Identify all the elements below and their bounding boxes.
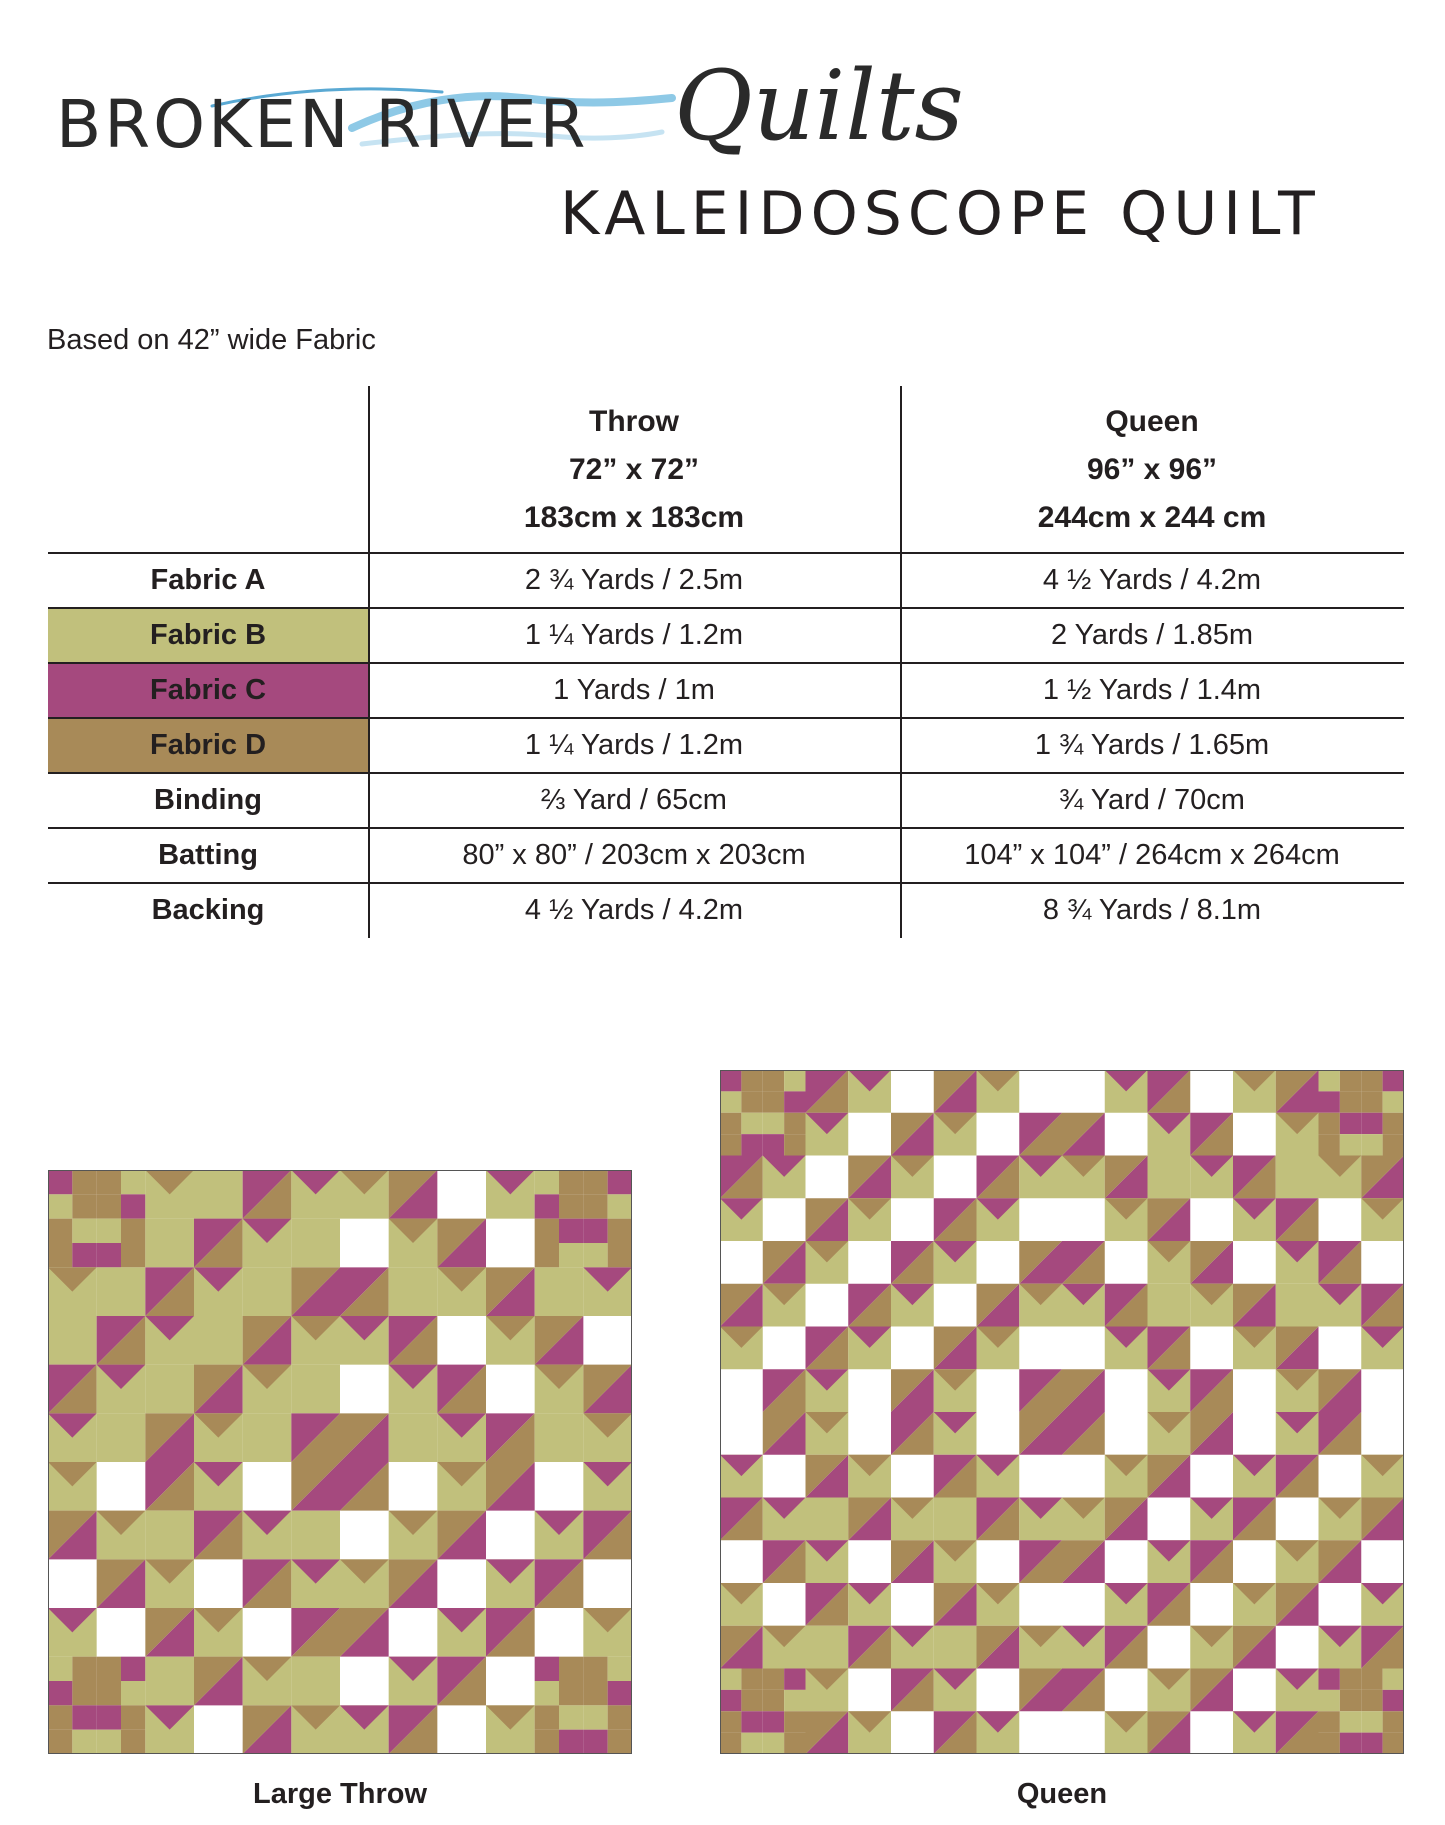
four-patch-cell (1340, 1134, 1361, 1155)
row-label: Fabric C (48, 663, 368, 718)
four-patch-cell (559, 1657, 583, 1681)
fabric-requirements-table (48, 386, 1404, 938)
four-patch-cell (1319, 1733, 1340, 1754)
four-patch-cell (48, 1243, 72, 1267)
column-size-cm: 183cm x 183cm (523, 501, 745, 534)
four-patch-cell (97, 1705, 121, 1729)
four-patch-cell (1319, 1711, 1340, 1732)
solid-square (291, 1511, 340, 1560)
four-patch-cell (121, 1170, 145, 1194)
four-patch-cell (720, 1733, 741, 1754)
queen-value: ¾ Yard / 70cm (1059, 784, 1245, 816)
table-row (48, 608, 1404, 663)
four-patch-cell (583, 1243, 607, 1267)
four-patch-cell (1340, 1711, 1361, 1732)
pattern-title: KALEIDOSCOPE QUILT (560, 179, 1321, 249)
solid-square (1148, 1156, 1191, 1199)
four-patch-cell (784, 1711, 805, 1732)
four-patch-cell (121, 1681, 145, 1705)
solid-square (389, 1413, 438, 1462)
four-patch-cell (608, 1194, 632, 1218)
four-patch-cell (741, 1669, 762, 1690)
throw-value: 2 ¾ Yards / 2.5m (524, 564, 744, 596)
four-patch-cell (72, 1705, 96, 1729)
queen-value: 2 Yards / 1.85m (1050, 619, 1254, 651)
solid-square (97, 1413, 146, 1462)
four-patch-cell (1340, 1091, 1361, 1112)
four-patch-cell (1340, 1733, 1361, 1754)
four-patch-cell (559, 1243, 583, 1267)
solid-square (806, 1626, 849, 1669)
four-patch-cell (559, 1681, 583, 1705)
column-header-throw (368, 386, 900, 553)
queen-value: 1 ¾ Yards / 1.65m (1034, 729, 1270, 761)
four-patch-cell (784, 1134, 805, 1155)
four-patch-cell (784, 1690, 805, 1711)
throw-value: 1 ¼ Yards / 1.2m (524, 729, 744, 761)
four-patch-cell (535, 1730, 559, 1754)
four-patch-cell (72, 1219, 96, 1243)
four-patch-cell (535, 1219, 559, 1243)
solid-square (1148, 1284, 1191, 1327)
four-patch-cell (72, 1657, 96, 1681)
table-row (48, 663, 1404, 718)
solid-square (291, 1365, 340, 1414)
queen-quilt-diagram (720, 1070, 1404, 1754)
four-patch-cell (784, 1113, 805, 1134)
four-patch-cell (1319, 1134, 1340, 1155)
four-patch-cell (97, 1681, 121, 1705)
four-patch-cell (97, 1657, 121, 1681)
four-patch-cell (1383, 1669, 1404, 1690)
row-label: Fabric B (48, 608, 368, 663)
four-patch-cell (48, 1194, 72, 1218)
four-patch-cell (72, 1730, 96, 1754)
solid-square (48, 1316, 97, 1365)
four-patch-cell (763, 1669, 784, 1690)
four-patch-cell (763, 1733, 784, 1754)
four-patch-cell (48, 1705, 72, 1729)
logo-brand-text: BROKEN RIVER (56, 86, 589, 163)
four-patch-cell (720, 1091, 741, 1112)
quilt-blocks (48, 1170, 632, 1754)
four-patch-cell (72, 1681, 96, 1705)
throw-quilt-caption: Large Throw (252, 1778, 427, 1810)
table-row (48, 718, 1404, 773)
four-patch-cell (608, 1730, 632, 1754)
four-patch-cell (48, 1657, 72, 1681)
four-patch-cell (1319, 1669, 1340, 1690)
solid-square (194, 1316, 243, 1365)
four-patch-cell (608, 1681, 632, 1705)
four-patch-cell (741, 1711, 762, 1732)
table-row (48, 883, 1404, 938)
row-label: Fabric D (48, 718, 368, 773)
four-patch-cell (97, 1219, 121, 1243)
four-patch-cell (1340, 1113, 1361, 1134)
four-patch-cell (608, 1170, 632, 1194)
four-patch-cell (763, 1690, 784, 1711)
throw-value: ⅔ Yard / 65cm (541, 784, 727, 816)
fabric-width-note: Based on 42” wide Fabric (47, 324, 376, 356)
solid-square (145, 1657, 194, 1706)
four-patch-cell (741, 1091, 762, 1112)
four-patch-cell (1383, 1091, 1404, 1112)
four-patch-cell (583, 1657, 607, 1681)
four-patch-cell (1361, 1733, 1382, 1754)
four-patch-cell (720, 1134, 741, 1155)
four-patch-cell (1319, 1690, 1340, 1711)
row-divider (48, 662, 1404, 664)
solid-square (145, 1511, 194, 1560)
four-patch-cell (763, 1711, 784, 1732)
four-patch-cell (720, 1113, 741, 1134)
solid-square (291, 1657, 340, 1706)
four-patch-cell (608, 1219, 632, 1243)
throw-value: 4 ½ Yards / 4.2m (524, 894, 744, 926)
throw-value: 80” x 80” / 203cm x 203cm (462, 839, 806, 871)
four-patch-cell (48, 1681, 72, 1705)
four-patch-cell (784, 1733, 805, 1754)
four-patch-cell (559, 1170, 583, 1194)
column-name: Queen (1105, 405, 1199, 438)
solid-square (243, 1267, 292, 1316)
four-patch-cell (720, 1669, 741, 1690)
queen-quilt-caption: Queen (1016, 1778, 1108, 1810)
row-label: Fabric A (150, 564, 266, 596)
row-divider (48, 607, 1404, 609)
four-patch-cell (583, 1730, 607, 1754)
solid-square (1276, 1284, 1319, 1327)
queen-value: 8 ¾ Yards / 8.1m (1042, 894, 1262, 926)
row-divider (48, 882, 1404, 884)
four-patch-cell (608, 1705, 632, 1729)
four-patch-cell (1383, 1733, 1404, 1754)
four-patch-cell (583, 1681, 607, 1705)
table-row (48, 773, 1404, 828)
four-patch-cell (1361, 1070, 1382, 1091)
four-patch-cell (608, 1657, 632, 1681)
solid-square (535, 1413, 584, 1462)
row-label: Batting (158, 839, 258, 871)
solid-square (97, 1267, 146, 1316)
solid-square (934, 1626, 977, 1669)
four-patch-cell (720, 1711, 741, 1732)
four-patch-cell (608, 1243, 632, 1267)
four-patch-cell (48, 1730, 72, 1754)
four-patch-cell (720, 1070, 741, 1091)
four-patch-cell (784, 1091, 805, 1112)
four-patch-cell (1383, 1711, 1404, 1732)
solid-square (934, 1498, 977, 1541)
four-patch-cell (763, 1113, 784, 1134)
four-patch-cell (72, 1194, 96, 1218)
row-divider (48, 552, 1404, 554)
four-patch-cell (720, 1690, 741, 1711)
four-patch-cell (535, 1243, 559, 1267)
solid-square (806, 1498, 849, 1541)
four-patch-cell (1383, 1690, 1404, 1711)
throw-value: 1 ¼ Yards / 1.2m (524, 619, 744, 651)
four-patch-cell (97, 1170, 121, 1194)
four-patch-cell (559, 1194, 583, 1218)
column-size-cm: 244cm x 244 cm (1037, 501, 1267, 534)
column-header-queen (900, 386, 1404, 553)
four-patch-cell (1383, 1070, 1404, 1091)
four-patch-cell (121, 1219, 145, 1243)
four-patch-cell (535, 1657, 559, 1681)
four-patch-cell (535, 1170, 559, 1194)
four-patch-cell (784, 1669, 805, 1690)
four-patch-cell (72, 1170, 96, 1194)
four-patch-cell (559, 1705, 583, 1729)
table-row (48, 553, 1404, 608)
four-patch-cell (1361, 1690, 1382, 1711)
four-patch-cell (48, 1219, 72, 1243)
queen-value: 1 ½ Yards / 1.4m (1042, 674, 1262, 706)
throw-value: 1 Yards / 1m (553, 674, 715, 706)
solid-square (389, 1267, 438, 1316)
four-patch-cell (1340, 1690, 1361, 1711)
row-label: Binding (154, 784, 262, 816)
brand-logo (52, 40, 964, 170)
four-patch-cell (121, 1730, 145, 1754)
four-patch-cell (121, 1705, 145, 1729)
four-patch-cell (535, 1194, 559, 1218)
four-patch-cell (784, 1070, 805, 1091)
four-patch-cell (763, 1070, 784, 1091)
four-patch-cell (741, 1070, 762, 1091)
four-patch-cell (559, 1730, 583, 1754)
four-patch-cell (583, 1194, 607, 1218)
four-patch-cell (1361, 1113, 1382, 1134)
column-size-inches: 96” x 96” (1086, 453, 1218, 486)
four-patch-cell (1340, 1669, 1361, 1690)
four-patch-cell (583, 1170, 607, 1194)
four-patch-cell (121, 1194, 145, 1218)
solid-square (145, 1219, 194, 1268)
four-patch-cell (583, 1705, 607, 1729)
four-patch-cell (741, 1733, 762, 1754)
solid-square (145, 1365, 194, 1414)
four-patch-cell (583, 1219, 607, 1243)
row-label: Backing (151, 894, 265, 926)
four-patch-cell (1319, 1113, 1340, 1134)
solid-square (243, 1413, 292, 1462)
four-patch-cell (1340, 1070, 1361, 1091)
solid-square (291, 1219, 340, 1268)
four-patch-cell (535, 1705, 559, 1729)
solid-square (194, 1170, 243, 1219)
four-patch-cell (1361, 1711, 1382, 1732)
four-patch-cell (1361, 1134, 1382, 1155)
four-patch-cell (1383, 1113, 1404, 1134)
queen-value: 104” x 104” / 264cm x 264cm (964, 839, 1340, 871)
four-patch-cell (741, 1690, 762, 1711)
four-patch-cell (97, 1243, 121, 1267)
logo-script-text: Quilts (674, 50, 964, 162)
four-patch-cell (1383, 1134, 1404, 1155)
four-patch-cell (1361, 1091, 1382, 1112)
row-divider (48, 772, 1404, 774)
four-patch-cell (1361, 1669, 1382, 1690)
throw-quilt-diagram (48, 1170, 632, 1754)
row-divider (48, 827, 1404, 829)
solid-square (535, 1267, 584, 1316)
solid-square (1276, 1156, 1319, 1199)
row-divider (48, 717, 1404, 719)
queen-value: 4 ½ Yards / 4.2m (1042, 564, 1262, 596)
four-patch-cell (763, 1091, 784, 1112)
four-patch-cell (48, 1170, 72, 1194)
four-patch-cell (741, 1113, 762, 1134)
four-patch-cell (121, 1657, 145, 1681)
four-patch-cell (1319, 1070, 1340, 1091)
four-patch-cell (535, 1681, 559, 1705)
four-patch-cell (1319, 1091, 1340, 1112)
four-patch-cell (741, 1134, 762, 1155)
column-name: Throw (589, 405, 679, 438)
four-patch-cell (121, 1243, 145, 1267)
table-row (48, 828, 1404, 883)
four-patch-cell (97, 1730, 121, 1754)
column-size-inches: 72” x 72” (568, 453, 700, 486)
four-patch-cell (97, 1194, 121, 1218)
four-patch-cell (72, 1243, 96, 1267)
four-patch-cell (559, 1219, 583, 1243)
four-patch-cell (763, 1134, 784, 1155)
